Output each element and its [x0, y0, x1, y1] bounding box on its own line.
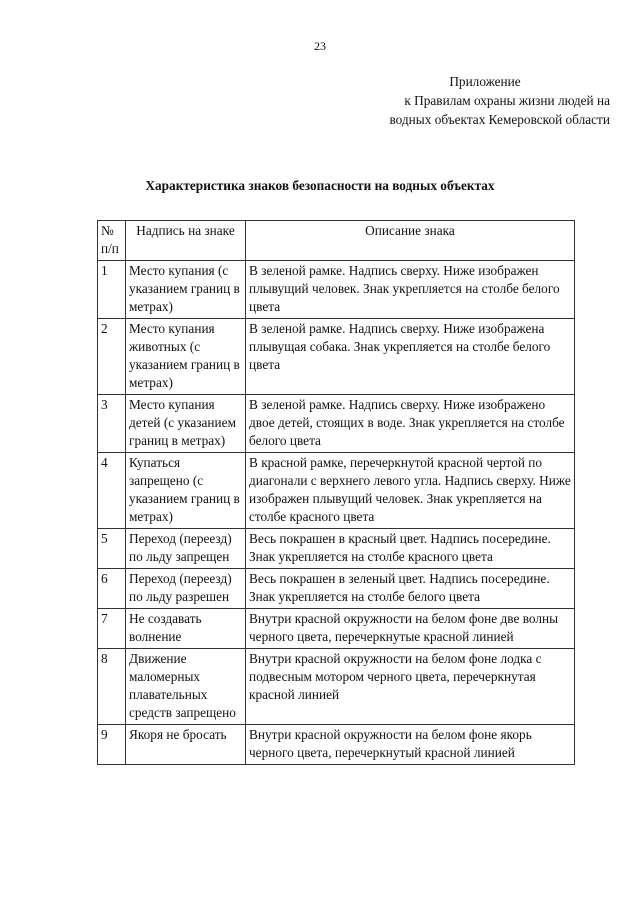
page-number: 23: [314, 39, 326, 53]
sign-description: В красной рамке, перечеркнутой красной чертой по диагонали с верхнего левого угла. Надпись сверху. Ниже изображен плывущий человек. Знак укрепляется на столбе красного цвета: [246, 453, 575, 529]
sign-label: Купаться запрещено (с указанием границ в метрах): [126, 453, 246, 529]
table-row: [98, 261, 575, 319]
safety-signs-table: [97, 220, 575, 765]
sign-label: Место купания животных (с указанием границ в метрах): [126, 319, 246, 395]
sign-description: В зеленой рамке. Надпись сверху. Ниже изображен плывущий человек. Знак укрепляется на столбе белого цвета: [246, 261, 575, 319]
row-number: 8: [98, 649, 126, 725]
table-row: [98, 609, 575, 649]
header-description: Описание знака: [246, 221, 575, 261]
table-row: [98, 569, 575, 609]
sign-description: Внутри красной окружности на белом фоне якорь черного цвета, перечеркнутый красной линией: [246, 725, 575, 765]
sign-description: В зеленой рамке. Надпись сверху. Ниже изображено двое детей, стоящих в воде. Знак укрепляется на столбе белого цвета: [246, 395, 575, 453]
appendix-line-1: Приложение: [449, 74, 521, 89]
sign-label: Место купания детей (с указанием границ в метрах): [126, 395, 246, 453]
table-row: [98, 649, 575, 725]
appendix-line-3: водных объектах Кемеровской области: [389, 112, 610, 127]
row-number: 4: [98, 453, 126, 529]
table-row: [98, 453, 575, 529]
table-row: [98, 725, 575, 765]
table-row: [98, 395, 575, 453]
sign-description: Внутри красной окружности на белом фоне две волны черного цвета, перечеркнутые красной линией: [246, 609, 575, 649]
sign-description: Внутри красной окружности на белом фоне лодка с подвесным мотором черного цвета, перечеркнутая красной линией: [246, 649, 575, 725]
row-number: 6: [98, 569, 126, 609]
table-header-row: [98, 221, 575, 261]
row-number: 1: [98, 261, 126, 319]
appendix-heading: [300, 72, 610, 129]
sign-label: Якоря не бросать: [126, 725, 246, 765]
table-body: [98, 261, 575, 765]
document-title: Характеристика знаков безопасности на водных объектах: [145, 178, 495, 193]
sign-description: В зеленой рамке. Надпись сверху. Ниже изображена плывущая собака. Знак укрепляется на столбе белого цвета: [246, 319, 575, 395]
header-label: Надпись на знаке: [126, 221, 246, 261]
sign-label: Движение маломерных плавательных средств запрещено: [126, 649, 246, 725]
sign-label: Переход (переезд) по льду запрещен: [126, 529, 246, 569]
sign-description: Весь покрашен в красный цвет. Надпись посередине. Знак укрепляется на столбе красного цвета: [246, 529, 575, 569]
table-row: [98, 529, 575, 569]
header-num: № п/п: [98, 221, 126, 261]
sign-label: Переход (переезд) по льду разрешен: [126, 569, 246, 609]
table-row: [98, 319, 575, 395]
sign-description: Весь покрашен в зеленый цвет. Надпись посередине. Знак укрепляется на столбе белого цвета: [246, 569, 575, 609]
row-number: 3: [98, 395, 126, 453]
appendix-line-2: к Правилам охраны жизни людей на: [404, 93, 610, 108]
sign-label: Не создавать волнение: [126, 609, 246, 649]
row-number: 9: [98, 725, 126, 765]
row-number: 2: [98, 319, 126, 395]
sign-label: Место купания (с указанием границ в метрах): [126, 261, 246, 319]
row-number: 7: [98, 609, 126, 649]
row-number: 5: [98, 529, 126, 569]
